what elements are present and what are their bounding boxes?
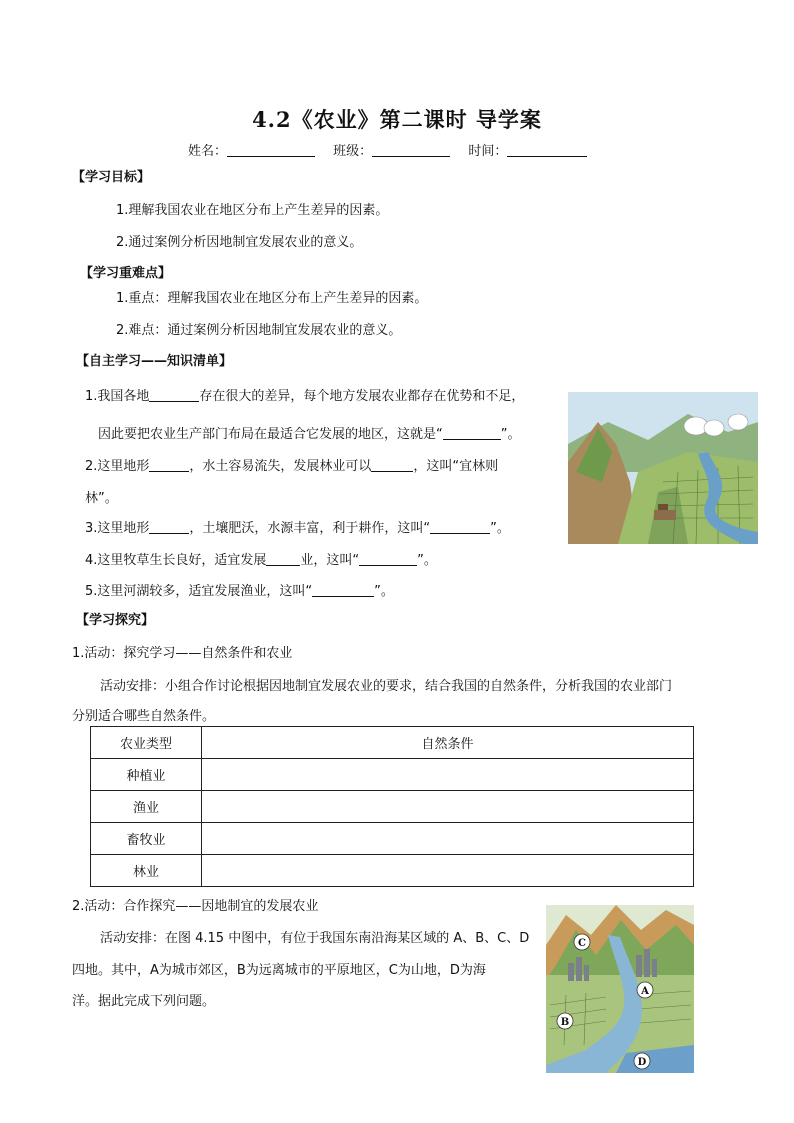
map-label-b: B — [560, 1017, 570, 1028]
table-row — [91, 823, 694, 855]
region-drawing — [546, 905, 694, 1073]
answer-blank[interactable] — [430, 521, 490, 534]
explore-heading: 【学习探究】 — [76, 613, 155, 628]
map-label-c: C — [578, 938, 586, 949]
answer-blank[interactable] — [266, 553, 300, 566]
goals-heading: 【学习目标】 — [72, 170, 151, 185]
answer-blank[interactable] — [149, 459, 189, 472]
answer-blank[interactable] — [443, 427, 501, 440]
key-points-heading: 【学习重难点】 — [80, 266, 172, 281]
page-title: 4.2《农业》第二课时 导学案 — [252, 107, 542, 132]
goal-item: 2.通过案例分析因地制宜发展农业的意义。 — [116, 235, 363, 250]
natural-conditions-table — [90, 726, 694, 887]
self-study-heading: 【自主学习——知识清单】 — [76, 354, 233, 369]
row-label: 林业 — [91, 855, 202, 887]
table-header-cell: 农业类型 — [91, 727, 202, 759]
activity-1-title: 1.活动：探究学习——自然条件和农业 — [72, 646, 293, 661]
table-row — [91, 791, 694, 823]
activity-2-title: 2.活动：合作探究——因地制宜的发展农业 — [72, 899, 319, 914]
time-blank[interactable] — [507, 144, 587, 157]
goal-item: 1.理解我国农业在地区分布上产生差异的因素。 — [116, 203, 389, 218]
table-header-cell: 自然条件 — [202, 727, 694, 759]
answer-cell[interactable] — [202, 759, 694, 791]
answer-cell[interactable] — [202, 823, 694, 855]
row-label: 畜牧业 — [91, 823, 202, 855]
region-illustration — [546, 905, 694, 1073]
terrain-illustration — [568, 392, 758, 544]
key-point-item: 2.难点：通过案例分析因地制宜发展农业的意义。 — [116, 323, 402, 338]
class-label: 班级： — [333, 144, 373, 159]
class-blank[interactable] — [372, 144, 450, 157]
answer-cell[interactable] — [202, 855, 694, 887]
answer-cell[interactable] — [202, 791, 694, 823]
row-label: 渔业 — [91, 791, 202, 823]
student-info-row — [188, 140, 601, 159]
question-4: 4.这里牧草生长良好，适宜发展 业，这叫“ ”。 — [85, 553, 437, 568]
table-row — [91, 759, 694, 791]
question-1-line-1: 1.我国各地 存在很大的差异，每个地方发展农业都存在优势和不足， — [85, 389, 525, 404]
question-2-line-1: 2.这里地形 ，水土容易流失，发展林业可以 ，这叫“宜林则 — [85, 459, 499, 474]
activity-2-desc: 活动安排：在图 4.15 中图中，有位于我国东南沿海某区域的 A、B、C、D — [100, 931, 530, 946]
map-label-d: D — [637, 1057, 647, 1068]
map-label-a: A — [641, 986, 649, 997]
name-label: 姓名： — [188, 144, 228, 159]
terrain-drawing — [568, 392, 758, 544]
answer-blank[interactable] — [359, 553, 417, 566]
activity-2-desc: 洋。据此完成下列问题。 — [72, 994, 216, 1009]
activity-1-desc: 活动安排：小组合作讨论根据因地制宜发展农业的要求，结合我国的自然条件，分析我国的农业部门 — [100, 679, 673, 694]
table-row — [91, 855, 694, 887]
question-3: 3.这里地形 ，土壤肥沃，水源丰富，利于耕作，这叫“ ”。 — [85, 521, 510, 536]
answer-blank[interactable] — [149, 389, 199, 402]
activity-2-desc: 四地。其中，A为城市郊区，B为远离城市的平原地区，C为山地，D为海 — [72, 963, 486, 978]
question-1-line-2: 因此要把农业生产部门布局在最适合它发展的地区，这就是“ ”。 — [98, 427, 521, 442]
answer-blank[interactable] — [149, 521, 189, 534]
row-label: 种植业 — [91, 759, 202, 791]
answer-blank[interactable] — [312, 584, 374, 597]
key-point-item: 1.重点：理解我国农业在地区分布上产生差异的因素。 — [116, 291, 428, 306]
activity-1-desc: 分别适合哪些自然条件。 — [72, 709, 216, 724]
question-2-line-2: 林”。 — [85, 491, 118, 506]
question-5: 5.这里河湖较多，适宜发展渔业，这叫“ ”。 — [85, 584, 394, 599]
time-label: 时间： — [468, 144, 508, 159]
name-blank[interactable] — [227, 144, 315, 157]
answer-blank[interactable] — [371, 459, 413, 472]
table-header-row — [91, 727, 694, 759]
